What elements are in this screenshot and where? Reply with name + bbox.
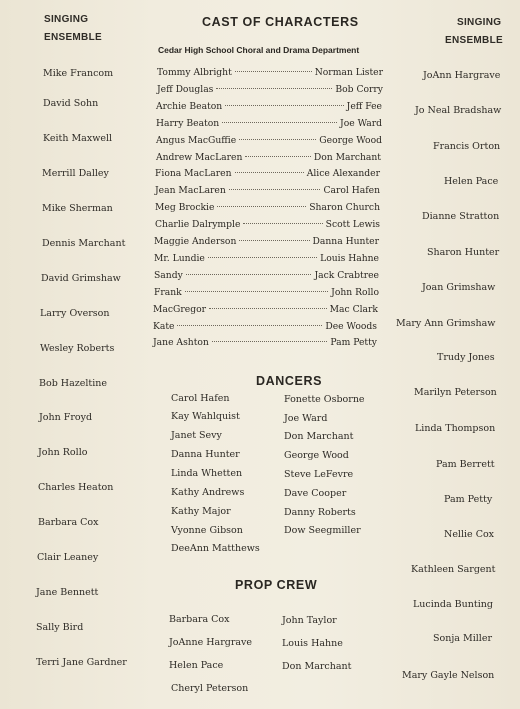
character-name: Tommy Albright — [157, 67, 232, 78]
prop-crew-name: Cheryl Peterson — [171, 683, 249, 694]
ensemble-name: Dennis Marchant — [42, 238, 126, 249]
ensemble-name: Mike Sherman — [42, 203, 113, 214]
ensemble-name: Charles Heaton — [38, 482, 114, 493]
dancer-name: Joe Ward — [284, 413, 328, 424]
actor-name: Don Marchant — [313, 151, 381, 163]
dot-leader — [229, 189, 321, 190]
dancer-name: DeeAnn Matthews — [171, 543, 260, 554]
ensemble-name: John Froyd — [39, 412, 93, 423]
ensemble-name: Joan Grimshaw — [422, 282, 496, 293]
actor-name: George Wood — [319, 134, 382, 146]
dancer-name: Janet Sevy — [171, 430, 222, 441]
cast-row — [153, 304, 378, 318]
dot-leader — [209, 308, 327, 309]
ensemble-name: Keith Maxwell — [43, 133, 113, 144]
dot-leader — [186, 274, 312, 275]
cast-row — [156, 101, 382, 115]
ensemble-name: Linda Thompson — [415, 423, 496, 434]
cast-row — [157, 84, 383, 98]
prop-crew-name: Helen Pace — [169, 660, 224, 671]
actor-name: Joe Ward — [340, 117, 382, 129]
character-name: Archie Beaton — [156, 100, 223, 112]
prop-crew-name: Barbara Cox — [169, 614, 230, 625]
ensemble-name: Pam Petty — [444, 494, 493, 505]
character-name: Kate — [153, 320, 175, 332]
dancer-name: Dave Cooper — [284, 488, 347, 499]
actor-name: Louis Hahne — [320, 252, 379, 264]
dancer-name: Danny Roberts — [284, 507, 356, 518]
actor-name: Bob Corry — [335, 83, 383, 95]
dancer-name: Danna Hunter — [171, 449, 240, 460]
character-name: MacGregor — [153, 303, 207, 315]
cast-row — [154, 270, 379, 284]
ensemble-name: Lucinda Bunting — [413, 599, 493, 610]
dot-leader — [208, 257, 317, 258]
cast-row — [155, 219, 380, 233]
page-subtitle: Cedar High School Choral and Drama Department — [158, 45, 360, 55]
ensemble-name: Kathleen Sargent — [411, 564, 496, 575]
dancer-name: George Wood — [284, 450, 349, 461]
cast-row — [156, 152, 381, 166]
ensemble-name: Sonja Miller — [433, 633, 492, 644]
dancer-name: Kathy Major — [171, 506, 231, 517]
character-name: Frank — [154, 286, 182, 298]
ensemble-name: Sally Bird — [36, 622, 84, 633]
prop-crew-title: PROP CREW — [235, 578, 318, 592]
actor-name: Danna Hunter — [312, 236, 379, 247]
actor-name: Carol Hafen — [323, 185, 380, 197]
actor-name: Norman Lister — [314, 67, 383, 78]
cast-row — [154, 253, 379, 267]
character-name: Jeff Douglas — [157, 83, 214, 95]
character-name: Fiona MacLaren — [155, 168, 232, 180]
cast-row — [155, 202, 380, 216]
cast-row — [155, 168, 380, 182]
prop-crew-name: JoAnne Hargrave — [169, 637, 253, 648]
character-name: Andrew MacLaren — [156, 151, 243, 163]
dancers-title: DANCERS — [256, 374, 323, 388]
cast-row — [154, 287, 379, 301]
prop-crew-name: John Taylor — [282, 615, 337, 626]
actor-name: Sharon Church — [309, 202, 380, 214]
character-name: Meg Brockie — [155, 202, 215, 214]
ensemble-name: Mike Francom — [43, 68, 114, 79]
cast-row — [156, 118, 382, 132]
ensemble-name: David Sohn — [43, 98, 99, 109]
actor-name: Mac Clark — [329, 303, 378, 315]
ensemble-name: Wesley Roberts — [40, 343, 115, 354]
actor-name: Pam Petty — [330, 337, 377, 349]
dot-leader — [212, 341, 327, 342]
ensemble-name: Marilyn Peterson — [414, 387, 497, 398]
ensemble-name: Sharon Hunter — [427, 247, 500, 258]
ensemble-name: John Rollo — [38, 447, 88, 458]
character-name: Mr. Lundie — [154, 252, 205, 264]
character-name: Harry Beaton — [156, 117, 220, 129]
character-name: Maggie Anderson — [154, 236, 237, 247]
actor-name: Dee Woods — [325, 320, 377, 332]
left-header-line-1: SINGING — [44, 14, 89, 25]
dot-leader — [217, 206, 306, 207]
dancer-name: Fonette Osborne — [284, 394, 365, 405]
dancer-name: Don Marchant — [284, 431, 354, 442]
ensemble-name: Bob Hazeltine — [39, 378, 108, 389]
ensemble-name: Terri Jane Gardner — [36, 657, 127, 668]
dot-leader — [225, 105, 343, 106]
left-header-line-2: ENSEMBLE — [44, 32, 102, 43]
actor-name: Scott Lewis — [325, 219, 380, 231]
dot-leader — [216, 88, 332, 89]
ensemble-name: Dianne Stratton — [422, 211, 500, 222]
actor-name: John Rollo — [331, 286, 379, 298]
ensemble-name: Barbara Cox — [38, 517, 99, 528]
character-name: Jane Ashton — [153, 337, 209, 349]
dot-leader — [245, 156, 310, 157]
actor-name: Jack Crabtree — [314, 269, 379, 281]
character-name: Sandy — [154, 269, 183, 281]
prop-crew-name: Don Marchant — [282, 661, 352, 672]
ensemble-name: Pam Berrett — [436, 459, 495, 470]
ensemble-name: JoAnn Hargrave — [423, 70, 501, 81]
dot-leader — [177, 325, 322, 326]
cast-row — [156, 135, 382, 149]
page-title: CAST OF CHARACTERS — [202, 15, 359, 29]
dot-leader — [239, 240, 309, 241]
dot-leader — [239, 139, 316, 140]
actor-name: Jeff Fee — [346, 100, 382, 112]
actor-name: Alice Alexander — [306, 168, 380, 180]
dancer-name: Dow Seegmiller — [284, 525, 361, 536]
dancer-name: Kay Wahlquist — [171, 411, 240, 422]
cast-row — [155, 185, 380, 199]
cast-row — [153, 321, 377, 335]
cast-row — [153, 337, 377, 351]
ensemble-name: Helen Pace — [444, 176, 499, 187]
dot-leader — [222, 122, 337, 123]
cast-row — [154, 236, 379, 250]
ensemble-name: Jane Bennett — [36, 587, 99, 598]
dancer-name: Linda Whetten — [171, 468, 243, 479]
character-name: Jean MacLaren — [155, 185, 226, 197]
dancer-name: Vyonne Gibson — [171, 525, 243, 536]
dot-leader — [185, 291, 328, 292]
dot-leader — [235, 172, 304, 173]
character-name: Angus MacGuffie — [156, 134, 237, 146]
dancer-name: Carol Hafen — [171, 393, 230, 404]
right-header-line-1: SINGING — [457, 17, 502, 28]
ensemble-name: Mary Gayle Nelson — [402, 670, 495, 681]
ensemble-name: Trudy Jones — [437, 352, 495, 363]
dot-leader — [243, 223, 322, 224]
ensemble-name: Jo Neal Bradshaw — [415, 105, 502, 116]
ensemble-name: Merrill Dalley — [42, 168, 109, 179]
ensemble-name: Larry Overson — [40, 308, 110, 319]
prop-crew-name: Louis Hahne — [282, 638, 343, 649]
ensemble-name: Nellie Cox — [444, 529, 495, 540]
character-name: Charlie Dalrymple — [155, 219, 241, 231]
dancer-name: Steve LeFevre — [284, 469, 354, 480]
dancer-name: Kathy Andrews — [171, 487, 245, 498]
cast-row — [157, 67, 383, 81]
dot-leader — [235, 71, 312, 72]
ensemble-name: David Grimshaw — [41, 273, 121, 284]
ensemble-name: Clair Leaney — [37, 552, 99, 563]
right-header-line-2: ENSEMBLE — [445, 35, 503, 46]
ensemble-name: Mary Ann Grimshaw — [396, 318, 496, 329]
ensemble-name: Francis Orton — [433, 141, 501, 152]
